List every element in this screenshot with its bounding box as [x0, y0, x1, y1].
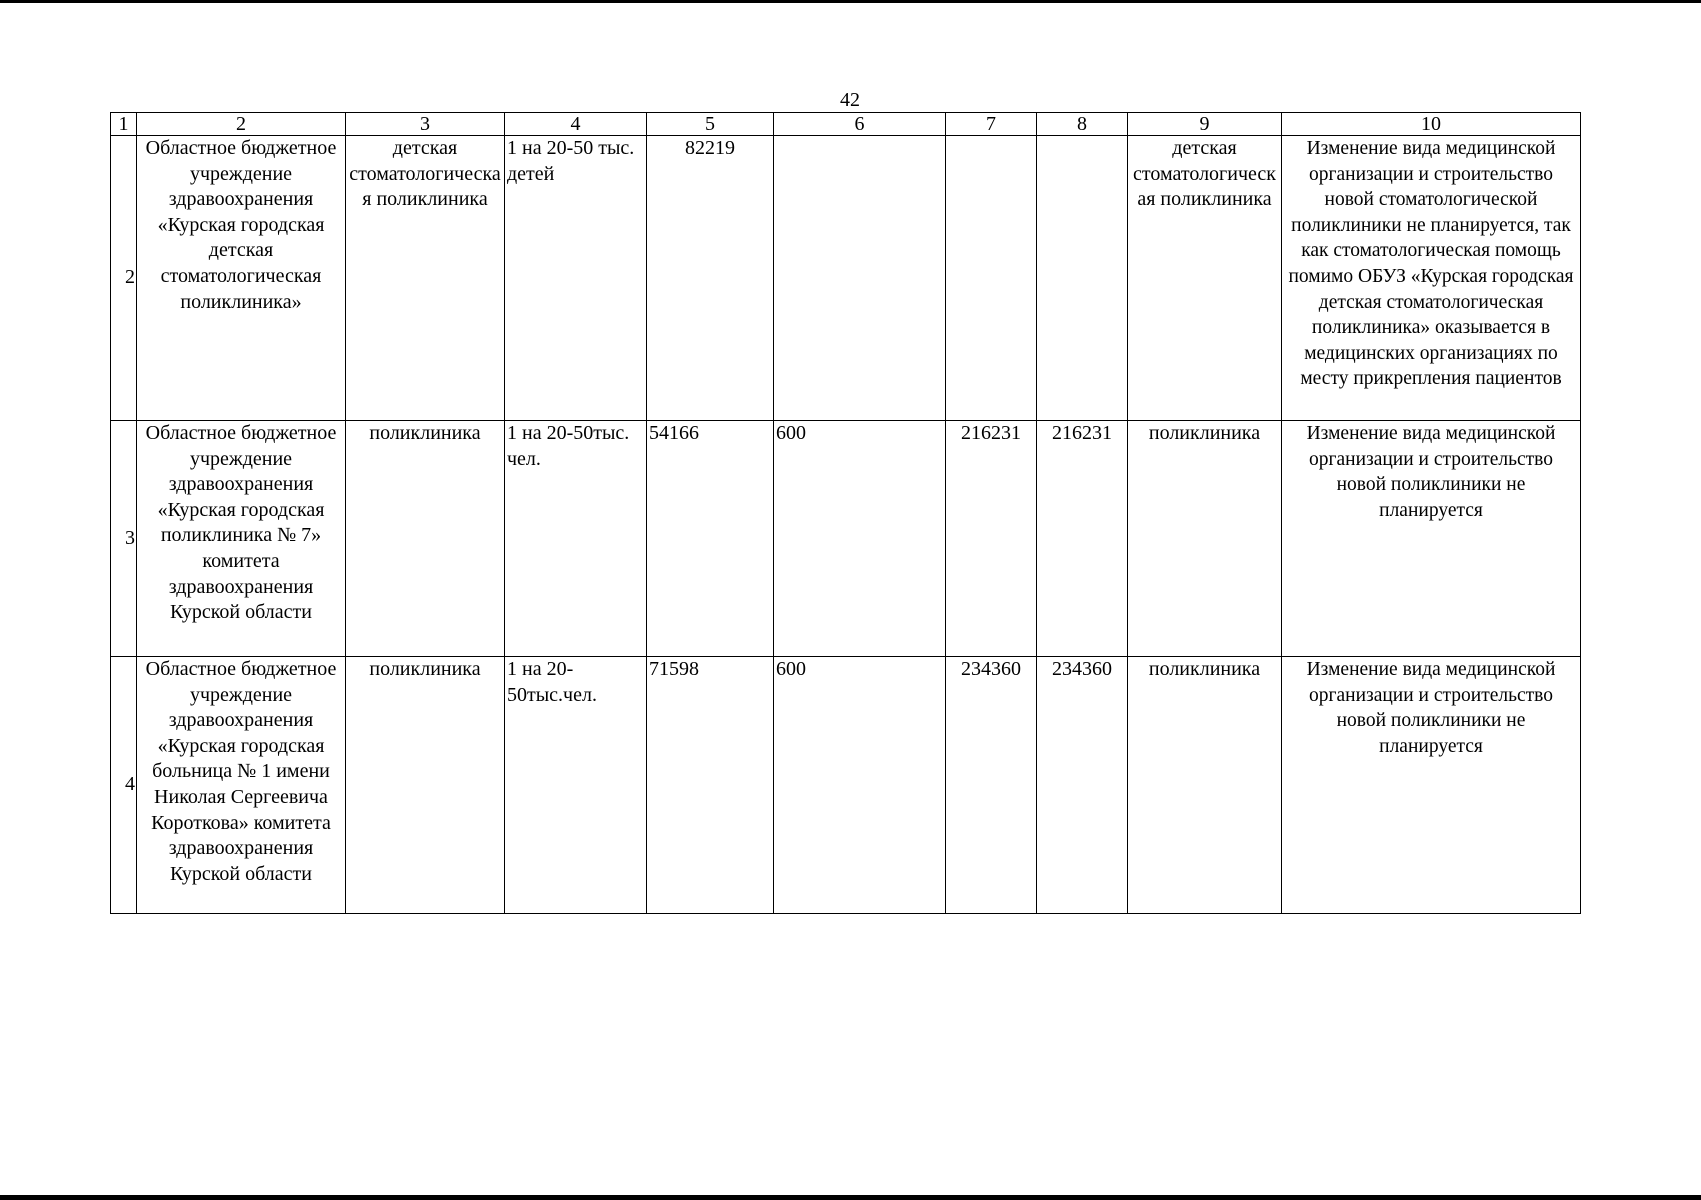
organization-name: Областное бюджетное учреждение здравоохранения «Курская городская поликлиника № 7» комитета здравоохранения Курской области — [137, 421, 346, 657]
col9-cell: поликлиника — [1128, 421, 1282, 657]
col8-cell: 234360 — [1037, 657, 1128, 914]
table-row — [111, 657, 1581, 914]
header-cell: 2 — [137, 113, 346, 136]
norm-cell: 1 на 20-50тыс. чел. — [505, 421, 647, 657]
data-table — [110, 112, 1581, 914]
col7-cell — [946, 136, 1037, 421]
row-number: 2 — [111, 136, 137, 421]
col9-cell: детская стоматологическая поликлиника — [1128, 136, 1282, 421]
col7-cell: 216231 — [946, 421, 1037, 657]
page-number: 42 — [840, 89, 860, 111]
header-cell: 3 — [346, 113, 505, 136]
scan-edge-top — [0, 0, 1701, 3]
organization-name: Областное бюджетное учреждение здравоохранения «Курская городская детская стоматологическая поликлиника» — [137, 136, 346, 421]
header-cell: 9 — [1128, 113, 1282, 136]
col5-cell: 71598 — [647, 657, 774, 914]
header-row — [111, 113, 1581, 136]
norm-cell: 1 на 20-50тыс.чел. — [505, 657, 647, 914]
note-cell: Изменение вида медицинской организации и строительство новой поликлиники не планируется — [1282, 657, 1581, 914]
col6-cell — [774, 136, 946, 421]
header-cell: 10 — [1282, 113, 1581, 136]
col8-cell — [1037, 136, 1128, 421]
table-row — [111, 421, 1581, 657]
facility-type: поликлиника — [346, 657, 505, 914]
facility-type: детская стоматологическая поликлиника — [346, 136, 505, 421]
facility-type: поликлиника — [346, 421, 505, 657]
row-number: 4 — [111, 657, 137, 914]
note-cell: Изменение вида медицинской организации и строительство новой стоматологической поликлиники не планируется, так как стоматологическая помощь помимо ОБУЗ «Курская городская детская стоматологическая поликлиника» оказывается в медицинских организациях по месту прикрепления пациентов — [1282, 136, 1581, 421]
col6-cell: 600 — [774, 421, 946, 657]
col8-cell: 216231 — [1037, 421, 1128, 657]
header-cell: 1 — [111, 113, 137, 136]
header-cell: 5 — [647, 113, 774, 136]
note-cell: Изменение вида медицинской организации и строительство новой поликлиники не планируется — [1282, 421, 1581, 657]
organization-name: Областное бюджетное учреждение здравоохранения «Курская городская больница № 1 имени Николая Сергеевича Короткова» комитета здравоохранения Курской области — [137, 657, 346, 914]
col9-cell: поликлиника — [1128, 657, 1282, 914]
norm-cell: 1 на 20-50 тыс. детей — [505, 136, 647, 421]
row-number: 3 — [111, 421, 137, 657]
header-cell: 8 — [1037, 113, 1128, 136]
col5-cell: 54166 — [647, 421, 774, 657]
scan-edge-bottom — [0, 1195, 1701, 1200]
col6-cell: 600 — [774, 657, 946, 914]
header-cell: 4 — [505, 113, 647, 136]
header-cell: 6 — [774, 113, 946, 136]
col5-cell: 82219 — [647, 136, 774, 421]
col7-cell: 234360 — [946, 657, 1037, 914]
header-cell: 7 — [946, 113, 1037, 136]
table-row — [111, 136, 1581, 421]
